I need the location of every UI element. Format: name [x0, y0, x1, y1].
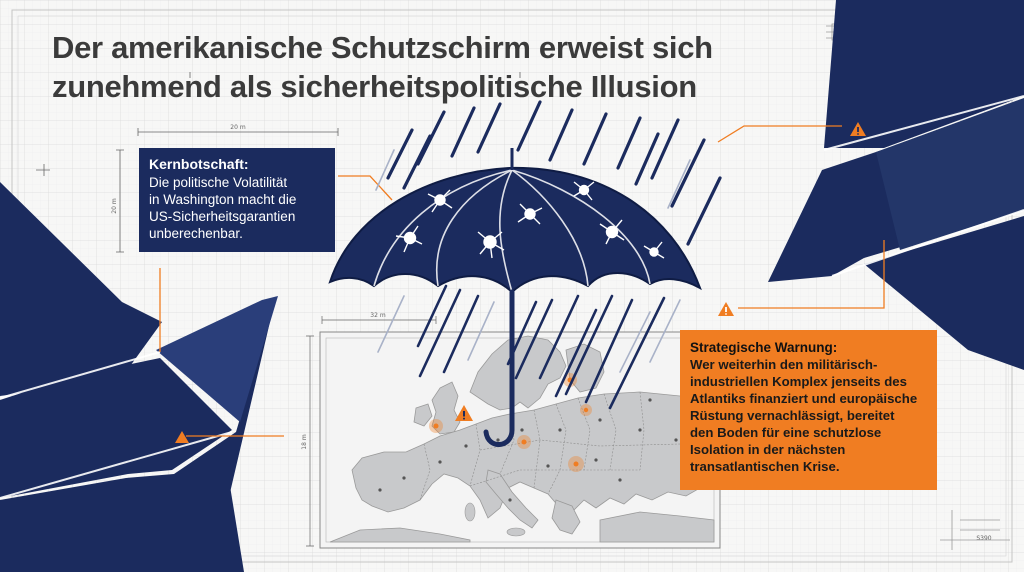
page-title: [52, 28, 772, 106]
strategic-warning-line: Atlantiks finanziert und europäische: [690, 391, 918, 406]
dimension-label-map-top: 32 m: [370, 312, 386, 319]
core-message-box: [139, 148, 335, 252]
core-message-body: [149, 174, 325, 242]
dimension-label-map-left: 18 m: [301, 434, 308, 450]
dimension-label-left: 20 m: [111, 198, 118, 214]
dimension-label-top: 20 m: [230, 124, 246, 131]
core-message-line: in Washington macht die: [149, 192, 297, 207]
strategic-warning-line: industriellen Komplex jenseits des: [690, 374, 907, 389]
strategic-warning-line: den Boden für eine schutzlose: [690, 425, 882, 440]
land-sardinia: [465, 503, 475, 521]
land-sicily: [507, 528, 525, 536]
strategic-warning-heading: Strategische Warnung:: [690, 340, 838, 355]
page-title-line-1: Der amerikanische Schutzschirm erweist sich: [52, 30, 713, 65]
strategic-warning-line: Isolation in der nächsten: [690, 442, 846, 457]
core-message-line: US-Sicherheitsgarantien: [149, 209, 296, 224]
strategic-warning-line: Rüstung vernachlässigt, bereitet: [690, 408, 895, 423]
core-message-heading: Kernbotschaft:: [149, 156, 249, 172]
core-message-line: Die politische Volatilität: [149, 175, 288, 190]
strategic-warning-line: transatlantischen Krise.: [690, 459, 840, 474]
strategic-warning-body: [690, 356, 927, 475]
core-message-line: unberechenbar.: [149, 226, 243, 241]
page-title-line-2: zunehmend als sicherheitspolitische Illusion: [52, 69, 697, 104]
strategic-warning-line: Wer weiterhin den militärisch-: [690, 357, 878, 372]
strategic-warning-box: [680, 330, 937, 490]
dimension-label-corner: S390: [976, 535, 992, 542]
